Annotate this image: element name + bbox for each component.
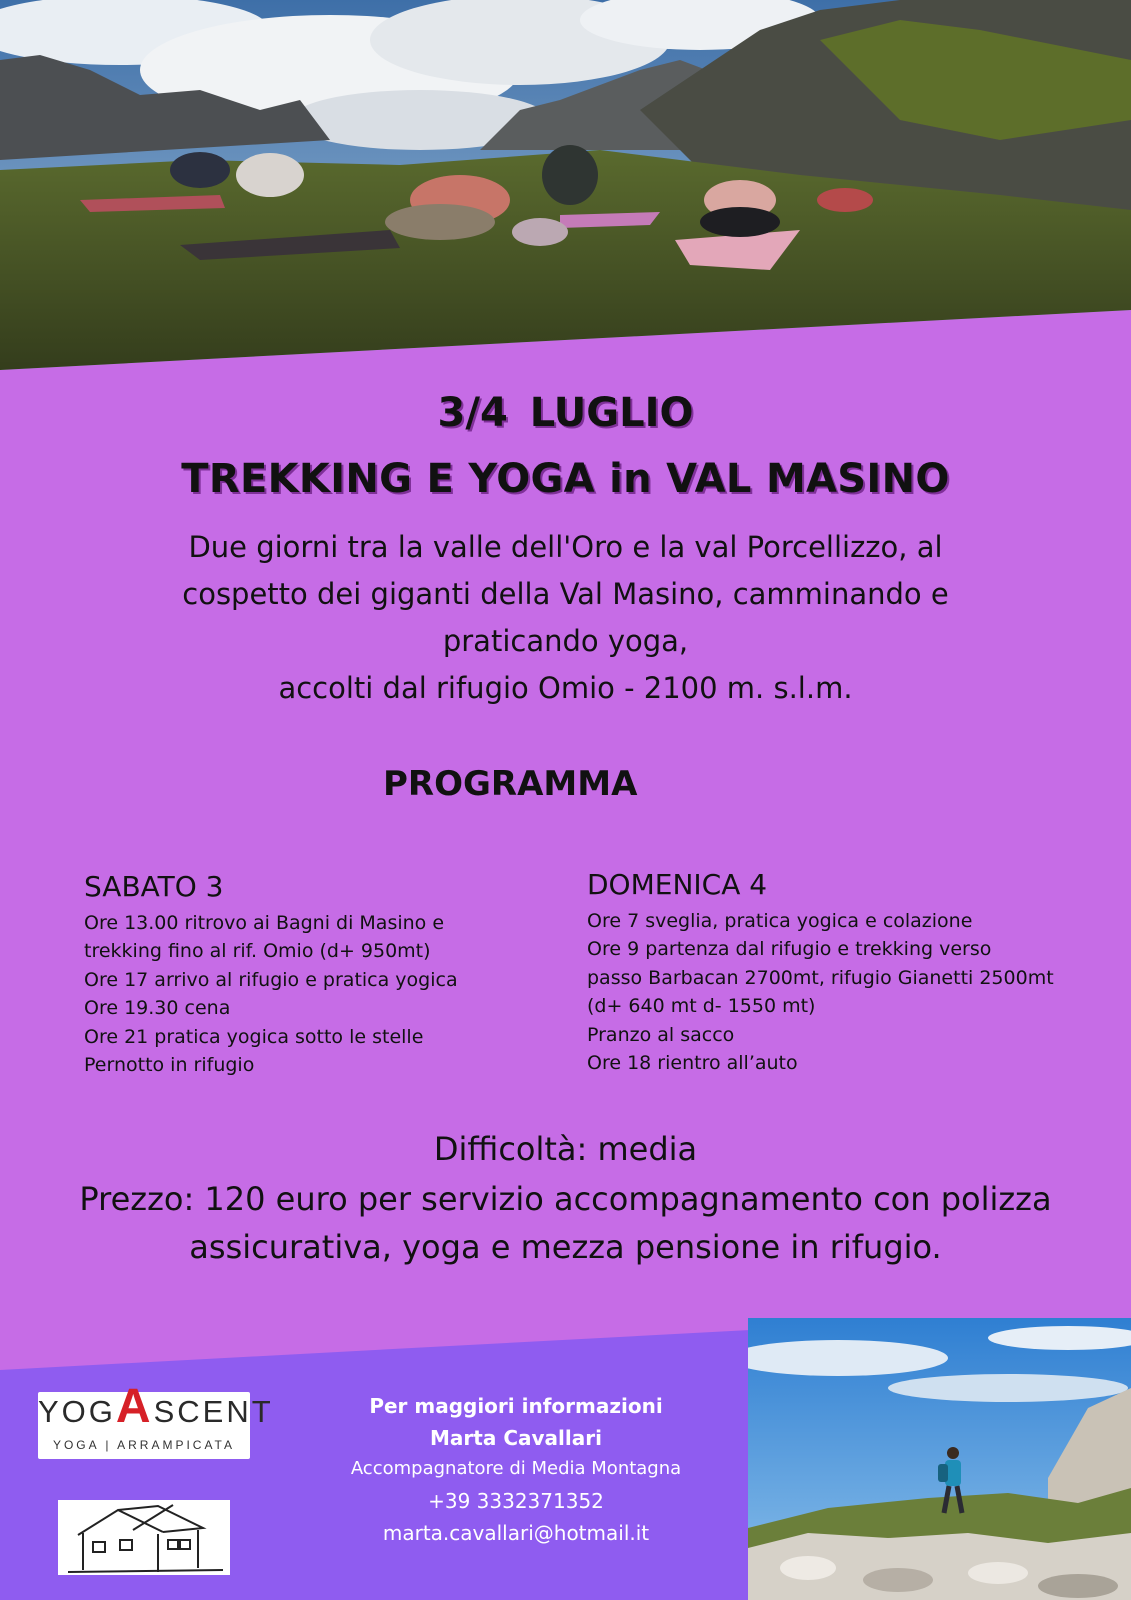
schedule-item: Pranzo al sacco [587, 1023, 735, 1046]
schedule-list [587, 907, 1054, 1077]
intro-line: cospetto dei giganti della Val Masino, camminando e [182, 577, 949, 611]
schedule-list [84, 909, 458, 1079]
schedule-item: Ore 17 arrivo al rifugio e pratica yogica [84, 968, 458, 991]
program-saturday [84, 870, 458, 1079]
schedule-item: Pernotto in rifugio [84, 1054, 255, 1077]
event-intro [90, 524, 1041, 712]
logo-tagline: YOGA | ARRAMPICATA [52, 1438, 236, 1452]
contact-info [318, 1390, 714, 1548]
program-sunday [587, 868, 1054, 1077]
day-title: SABATO 3 [84, 870, 224, 903]
schedule-item: trekking fino al rif. Omio (d+ 950mt) [84, 940, 431, 963]
intro-line: Due giorni tra la valle dell'Oro e la val Porcellizzo, al [188, 530, 943, 564]
logo-accent-letter: A [115, 1380, 154, 1433]
logo-text: SCENT [153, 1394, 274, 1429]
logo-text: YOG [38, 1394, 116, 1429]
price-text: Prezzo: 120 euro per servizio accompagnamento con polizza assicurativa, yoga e mezza pensione in rifugio. [79, 1180, 1052, 1266]
intro-line: accolti dal rifugio Omio - 2100 m. s.l.m. [278, 671, 853, 705]
schedule-item: passo Barbacan 2700mt, rifugio Gianetti 2500mt [587, 966, 1054, 989]
schedule-item: Ore 21 pratica yogica sotto le stelle [84, 1025, 424, 1048]
schedule-item: Ore 19.30 cena [84, 997, 231, 1020]
mountain-hut-icon [58, 1500, 230, 1575]
schedule-item: Ore 18 rientro all’auto [587, 1052, 798, 1075]
contact-heading: Per maggiori informazioni [369, 1394, 663, 1418]
contact-name: Marta Cavallari [430, 1426, 602, 1450]
yogascent-logo [38, 1380, 274, 1459]
event-date: 3/4 LUGLIO [437, 390, 694, 436]
event-title: TREKKING E YOGA in VAL MASINO [181, 456, 950, 502]
hiker-photo [748, 1318, 1131, 1600]
contact-phone: +39 3332371352 [428, 1489, 604, 1513]
hero-photo [0, 0, 1131, 370]
schedule-item: (d+ 640 mt d- 1550 mt) [587, 995, 816, 1018]
schedule-item: Ore 9 partenza dal rifugio e trekking verso [587, 938, 992, 961]
contact-email: marta.cavallari@hotmail.it [382, 1521, 650, 1545]
difficulty-text: Difficoltà: media [433, 1130, 698, 1168]
intro-line: praticando yoga, [442, 624, 689, 658]
schedule-item: Ore 7 sveglia, pratica yogica e colazione [587, 910, 973, 932]
contact-role: Accompagnatore di Media Montagna [350, 1458, 682, 1479]
schedule-item: Ore 13.00 ritrovo ai Bagni di Masino e [84, 912, 445, 934]
program-title: PROGRAMMA [383, 764, 638, 804]
day-title: DOMENICA 4 [587, 868, 768, 901]
